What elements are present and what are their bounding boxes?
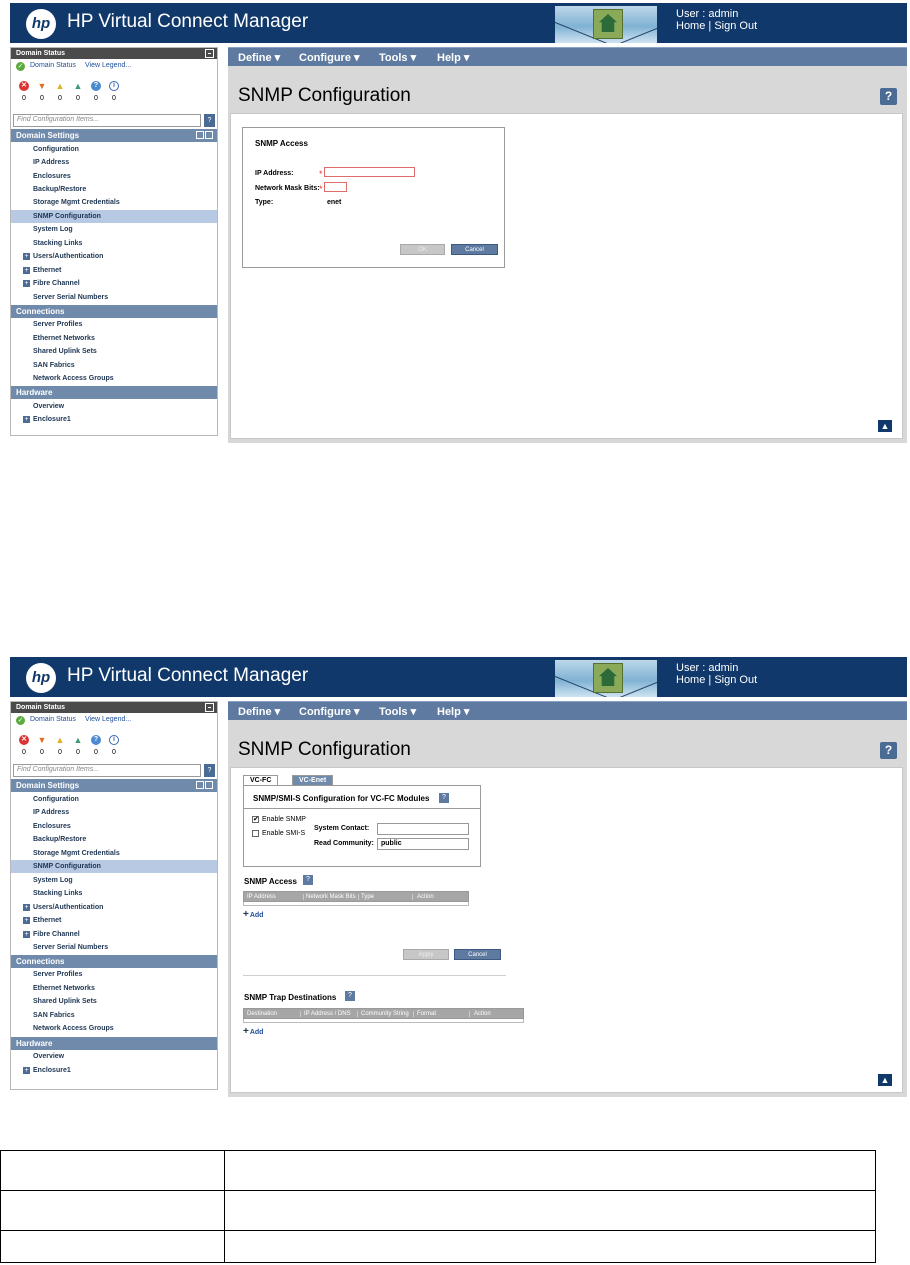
critical-icon: ✕: [19, 81, 29, 91]
warning-icon: ▲: [73, 735, 83, 745]
table-row: [1, 1231, 876, 1263]
info-status[interactable]: [109, 81, 119, 104]
fc-help-button[interactable]: ?: [439, 793, 449, 803]
help-button[interactable]: ?: [880, 742, 897, 759]
minor-count: 0: [58, 95, 62, 102]
plus-icon: +: [243, 909, 249, 920]
mask-bits-label: Network Mask Bits:: [255, 185, 320, 192]
find-config-input[interactable]: Find Configuration Items...: [13, 114, 201, 127]
major-status[interactable]: [37, 735, 47, 758]
system-contact-input[interactable]: [377, 823, 469, 835]
cancel-button[interactable]: Cancel: [454, 949, 501, 960]
app-title: HP Virtual Connect Manager: [67, 11, 309, 32]
link-separator: |: [708, 674, 712, 686]
domain-status-link[interactable]: Domain Status: [30, 62, 76, 69]
apply-button[interactable]: Apply: [403, 949, 449, 960]
minor-status[interactable]: [55, 735, 65, 758]
search-help-button[interactable]: ?: [204, 764, 215, 777]
warning-status[interactable]: [73, 735, 83, 758]
expand-icon[interactable]: +: [24, 280, 29, 287]
section-hardware[interactable]: [11, 386, 217, 399]
expand-collapse-icons[interactable]: [195, 781, 213, 790]
snmp-access-help-button[interactable]: ?: [303, 875, 313, 885]
sidebar-item-stacking-links[interactable]: Stacking Links: [33, 890, 83, 897]
required-marker: *: [319, 184, 323, 194]
domain-status-row: [11, 59, 217, 75]
table-row: [1, 1151, 876, 1191]
type-label: Type:: [255, 199, 274, 206]
menu-configure[interactable]: Configure ▾: [299, 52, 360, 64]
ok-status-icon: ✓: [17, 63, 24, 70]
domain-status-header: [11, 702, 217, 713]
sidebar-item-configuration[interactable]: Configuration: [33, 796, 79, 803]
warning-count: 0: [76, 749, 80, 756]
menu-define[interactable]: Define ▾: [238, 52, 281, 64]
major-icon: ▼: [37, 735, 47, 745]
critical-icon: ✕: [19, 735, 29, 745]
add-trap-link[interactable]: [243, 1026, 263, 1037]
user-info: [676, 662, 757, 686]
add-label: Add: [249, 1029, 264, 1036]
ok-button[interactable]: OK: [400, 244, 445, 255]
sidebar: [10, 47, 218, 436]
sidebar-item-san-fabrics[interactable]: SAN Fabrics: [33, 1012, 75, 1019]
info-status[interactable]: [109, 735, 119, 758]
section-label: Hardware: [16, 1039, 53, 1048]
sidebar-item-fibre-channel[interactable]: Fibre Channel: [33, 280, 80, 287]
search-help-button[interactable]: ?: [204, 114, 215, 127]
table-cell: [225, 1231, 876, 1263]
minor-count: 0: [58, 749, 62, 756]
menu-configure[interactable]: Configure ▾: [299, 706, 360, 718]
home-link[interactable]: Home: [676, 674, 706, 686]
unknown-icon: ?: [91, 735, 101, 745]
menu-tools[interactable]: Tools ▾: [379, 706, 417, 718]
major-icon: ▼: [37, 81, 47, 91]
user-label: User : admin: [676, 8, 739, 20]
app-header: [10, 3, 907, 43]
sign-out-link[interactable]: Sign Out: [714, 20, 758, 32]
sidebar-item-server-profiles[interactable]: Server Profiles: [33, 321, 83, 328]
warning-status[interactable]: [73, 81, 83, 104]
critical-count: 0: [22, 95, 26, 102]
column-header: IP Address: [247, 894, 276, 900]
content-area: [230, 767, 903, 1093]
app-title: HP Virtual Connect Manager: [67, 665, 309, 686]
tab-vc-fc[interactable]: VC-FC: [243, 775, 278, 785]
screenshot-bottom: [10, 657, 907, 1097]
expand-icon[interactable]: +: [24, 917, 29, 924]
dialog-title: SNMP Access: [255, 139, 308, 148]
tab-vc-enet[interactable]: VC-Enet: [292, 775, 333, 785]
info-count: 0: [112, 749, 116, 756]
info-icon: i: [109, 735, 119, 745]
sidebar-item-network-access-groups[interactable]: Network Access Groups: [33, 1025, 114, 1032]
sidebar-item-server-serial[interactable]: Server Serial Numbers: [33, 294, 109, 301]
column-header: Network Mask Bits: [303, 894, 356, 900]
sidebar-item-ethernet[interactable]: Ethernet: [33, 917, 62, 924]
required-marker: *: [319, 169, 323, 179]
table-row: [1, 1191, 876, 1231]
sidebar-item-stacking-links[interactable]: Stacking Links: [33, 240, 83, 247]
banner-image: [555, 660, 657, 697]
status-icons: [11, 729, 217, 755]
section-label: Hardware: [16, 388, 53, 397]
sidebar-item-storage-credentials[interactable]: Storage Mgmt Credentials: [33, 850, 120, 857]
sidebar-item-configuration[interactable]: Configuration: [33, 146, 79, 153]
domain-status-title: Domain Status: [16, 50, 66, 57]
divider: [244, 808, 480, 809]
section-label: Connections: [16, 957, 65, 966]
fc-config-panel: [243, 785, 481, 867]
type-value: enet: [327, 199, 342, 206]
hp-logo: hp: [26, 9, 56, 39]
table-cell: [225, 1191, 876, 1231]
snmp-access-dialog: [242, 127, 505, 268]
sidebar-item-enclosures[interactable]: Enclosures: [33, 173, 71, 180]
major-status[interactable]: [37, 81, 47, 104]
sidebar-item-san-fabrics[interactable]: SAN Fabrics: [33, 362, 75, 369]
sidebar-item-system-log[interactable]: System Log: [33, 226, 73, 233]
warning-count: 0: [76, 95, 80, 102]
view-legend-link[interactable]: View Legend...: [85, 716, 132, 723]
scroll-top-icon[interactable]: ▲: [878, 420, 892, 432]
view-legend-link[interactable]: View Legend...: [85, 62, 132, 69]
find-config-input[interactable]: Find Configuration Items...: [13, 764, 201, 777]
enable-snmp-label: Enable SNMP: [262, 816, 306, 823]
sidebar-item-backup-restore[interactable]: Backup/Restore: [33, 836, 87, 843]
sidebar-item-ethernet-networks[interactable]: Ethernet Networks: [33, 335, 95, 342]
main-panel: [228, 701, 907, 1097]
section-connections[interactable]: [11, 305, 217, 318]
divider: [243, 975, 506, 976]
user-label: User : admin: [676, 662, 739, 674]
content-area: [230, 113, 903, 439]
plus-icon: +: [243, 1026, 249, 1037]
critical-status[interactable]: [19, 735, 29, 758]
scroll-top-icon[interactable]: ▲: [878, 1074, 892, 1086]
sidebar-item-ethernet[interactable]: Ethernet: [33, 267, 62, 274]
menu-tools[interactable]: Tools ▾: [379, 52, 417, 64]
read-community-label: Read Community:: [314, 840, 374, 847]
collapse-icon[interactable]: [205, 49, 214, 58]
minor-icon: ▲: [55, 81, 65, 91]
sidebar-item-system-log[interactable]: System Log: [33, 877, 73, 884]
link-separator: |: [708, 20, 712, 32]
table-row: [243, 902, 469, 906]
sidebar-item-storage-credentials[interactable]: Storage Mgmt Credentials: [33, 199, 120, 206]
section-domain-settings[interactable]: [11, 129, 217, 142]
sidebar-item-network-access-groups[interactable]: Network Access Groups: [33, 375, 114, 382]
expand-icon[interactable]: +: [24, 416, 29, 423]
menu-help[interactable]: Help ▾: [437, 52, 470, 64]
enable-smis-label: Enable SMI-S: [262, 830, 306, 837]
column-header: Destination: [247, 1011, 278, 1017]
critical-status[interactable]: [19, 81, 29, 104]
sidebar-item-server-serial[interactable]: Server Serial Numbers: [33, 944, 109, 951]
add-label: Add: [249, 912, 264, 919]
trap-destinations-title: SNMP Trap Destinations: [244, 993, 337, 1002]
sidebar-item-users-auth[interactable]: Users/Authentication: [33, 253, 104, 260]
sidebar-item-overview[interactable]: Overview: [33, 403, 65, 410]
domain-status-header: [11, 48, 217, 59]
section-label: Domain Settings: [16, 781, 80, 790]
hp-logo: hp: [26, 663, 56, 693]
table-cell: [1, 1191, 225, 1231]
info-count: 0: [112, 95, 116, 102]
sidebar-item-server-profiles[interactable]: Server Profiles: [33, 971, 83, 978]
column-header: Community String: [357, 1011, 409, 1017]
trap-help-button[interactable]: ?: [345, 991, 355, 1001]
sidebar-item-snmp-configuration[interactable]: SNMP Configuration: [33, 213, 101, 220]
ip-address-label: IP Address:: [255, 170, 294, 177]
unknown-count: 0: [94, 749, 98, 756]
page-title: SNMP Configuration: [238, 85, 411, 106]
table-cell: [1, 1231, 225, 1263]
expand-icon[interactable]: +: [24, 267, 29, 274]
warning-icon: ▲: [73, 81, 83, 91]
ip-address-input[interactable]: [324, 167, 415, 177]
domain-status-row: [11, 713, 217, 729]
sidebar: [10, 701, 218, 1090]
mask-bits-input[interactable]: [324, 182, 347, 192]
unknown-icon: ?: [91, 81, 101, 91]
column-header: IP Address / DNS: [300, 1011, 351, 1017]
system-contact-label: System Contact:: [314, 825, 370, 832]
sidebar-item-ip-address[interactable]: IP Address: [33, 159, 70, 166]
table-cell: [225, 1151, 876, 1191]
ok-status-icon: ✓: [17, 717, 24, 724]
sidebar-item-users-auth[interactable]: Users/Authentication: [33, 904, 104, 911]
sidebar-item-ethernet-networks[interactable]: Ethernet Networks: [33, 985, 95, 992]
app-header: [10, 657, 907, 697]
status-icons: [11, 75, 217, 101]
unknown-count: 0: [94, 95, 98, 102]
column-header: Format: [413, 1011, 436, 1017]
home-link[interactable]: Home: [676, 20, 706, 32]
expand-icon[interactable]: +: [24, 1067, 29, 1074]
sidebar-item-overview[interactable]: Overview: [33, 1053, 65, 1060]
column-header: Action: [412, 894, 434, 900]
section-label: Domain Settings: [16, 131, 80, 140]
enable-snmp-checkbox[interactable]: ✔: [253, 816, 259, 823]
expand-icon[interactable]: +: [24, 904, 29, 911]
section-hardware[interactable]: [11, 1037, 217, 1050]
main-panel: [228, 47, 907, 443]
sidebar-item-snmp-configuration[interactable]: SNMP Configuration: [33, 863, 101, 870]
unknown-status[interactable]: [91, 735, 101, 758]
add-access-link[interactable]: [243, 909, 263, 920]
section-connections[interactable]: [11, 955, 217, 968]
expand-icon[interactable]: +: [24, 253, 29, 260]
expand-icon[interactable]: +: [24, 931, 29, 938]
sidebar-item-backup-restore[interactable]: Backup/Restore: [33, 186, 87, 193]
critical-count: 0: [22, 749, 26, 756]
column-header: Action: [469, 1011, 491, 1017]
menu-bar: [228, 701, 907, 720]
snmp-access-title: SNMP Access: [244, 877, 297, 886]
menu-define[interactable]: Define ▾: [238, 706, 281, 718]
trap-table-header: [243, 1008, 524, 1019]
enable-smis-checkbox[interactable]: [252, 830, 259, 837]
table-row: [243, 1019, 524, 1023]
unknown-status[interactable]: [91, 81, 101, 104]
snmp-access-table-header: [243, 891, 469, 902]
sidebar-item-enclosure1[interactable]: Enclosure1: [33, 1067, 71, 1074]
menu-bar: [228, 47, 907, 66]
table-cell: [1, 1151, 225, 1191]
screenshot-top: [10, 3, 907, 443]
info-icon: i: [109, 81, 119, 91]
section-domain-settings[interactable]: [11, 779, 217, 792]
expand-collapse-icons[interactable]: [195, 131, 213, 140]
column-header: Type: [358, 894, 374, 900]
domain-status-link[interactable]: Domain Status: [30, 716, 76, 723]
sign-out-link[interactable]: Sign Out: [714, 674, 758, 686]
cancel-button[interactable]: Cancel: [451, 244, 498, 255]
sidebar-item-enclosure1[interactable]: Enclosure1: [33, 416, 71, 423]
collapse-icon[interactable]: [205, 703, 214, 712]
fc-section-title: SNMP/SMI-S Configuration for VC-FC Modules: [253, 794, 430, 803]
minor-icon: ▲: [55, 735, 65, 745]
user-info: [676, 8, 757, 32]
domain-status-title: Domain Status: [16, 704, 66, 711]
sidebar-item-shared-uplink-sets[interactable]: Shared Uplink Sets: [33, 348, 97, 355]
banner-image: [555, 6, 657, 43]
page-title: SNMP Configuration: [238, 739, 411, 760]
major-count: 0: [40, 95, 44, 102]
major-count: 0: [40, 749, 44, 756]
sidebar-item-fibre-channel[interactable]: Fibre Channel: [33, 931, 80, 938]
read-community-input[interactable]: public: [377, 838, 469, 850]
sidebar-item-ip-address[interactable]: IP Address: [33, 809, 70, 816]
sidebar-item-enclosures[interactable]: Enclosures: [33, 823, 71, 830]
sidebar-item-shared-uplink-sets[interactable]: Shared Uplink Sets: [33, 998, 97, 1005]
minor-status[interactable]: [55, 81, 65, 104]
document-table: [0, 1150, 876, 1263]
menu-help[interactable]: Help ▾: [437, 706, 470, 718]
section-label: Connections: [16, 307, 65, 316]
help-button[interactable]: ?: [880, 88, 897, 105]
